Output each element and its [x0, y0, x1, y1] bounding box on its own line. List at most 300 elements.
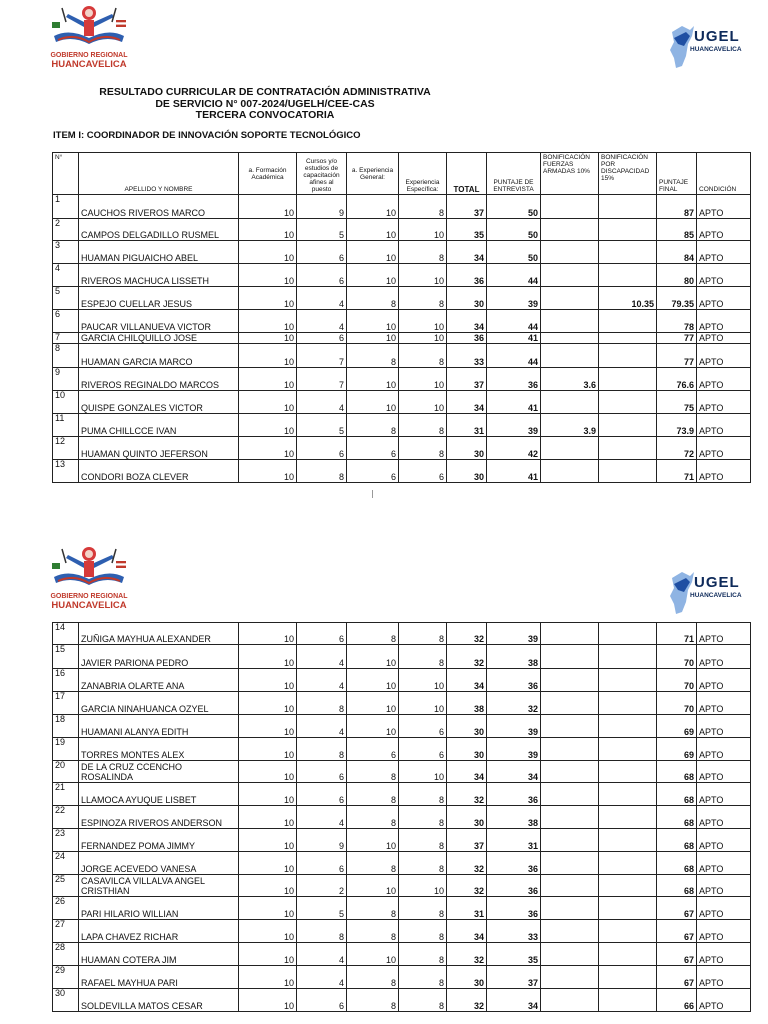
bonif-ffaa [541, 738, 599, 761]
condicion: APTO [697, 966, 751, 989]
score-exp-general: 10 [347, 391, 399, 414]
bonif-discapacidad [599, 761, 657, 783]
candidate-number: 3 [53, 241, 79, 264]
puntaje-final: 68 [657, 875, 697, 897]
condicion: APTO [697, 738, 751, 761]
candidate-name: RIVEROS REGINALDO MARCOS [79, 368, 239, 391]
bonif-discapacidad [599, 645, 657, 669]
score-entrevista: 39 [487, 738, 541, 761]
score-formacion: 10 [239, 669, 297, 692]
score-exp-general: 10 [347, 875, 399, 897]
bonif-ffaa [541, 897, 599, 920]
condicion: APTO [697, 195, 751, 219]
score-exp-general: 8 [347, 287, 399, 310]
score-exp-especifica: 8 [399, 966, 447, 989]
condicion: APTO [697, 989, 751, 1012]
table-row [53, 460, 751, 483]
puntaje-final: 80 [657, 264, 697, 287]
score-exp-general: 10 [347, 645, 399, 669]
puntaje-final: 71 [657, 623, 697, 645]
score-cursos: 6 [297, 333, 347, 344]
score-formacion: 10 [239, 829, 297, 852]
score-cursos: 8 [297, 460, 347, 483]
score-total: 37 [447, 195, 487, 219]
document-title [60, 87, 470, 122]
table-row [53, 920, 751, 943]
score-cursos: 4 [297, 806, 347, 829]
candidate-name: GARCIA NINAHUANCA OZYEL [79, 692, 239, 715]
bonif-ffaa [541, 623, 599, 645]
score-entrevista: 41 [487, 460, 541, 483]
puntaje-final: 69 [657, 738, 697, 761]
gov-name-line2: HUANCAVELICA [51, 600, 127, 611]
score-cursos: 6 [297, 264, 347, 287]
score-exp-especifica: 10 [399, 692, 447, 715]
candidate-number: 11 [53, 414, 79, 437]
candidate-number: 20 [53, 761, 79, 783]
score-entrevista: 36 [487, 669, 541, 692]
puntaje-final: 67 [657, 966, 697, 989]
score-exp-general: 8 [347, 920, 399, 943]
score-entrevista: 39 [487, 414, 541, 437]
puntaje-final: 68 [657, 761, 697, 783]
score-total: 34 [447, 920, 487, 943]
candidate-number: 5 [53, 287, 79, 310]
header-entrevista: PUNTAJE DE ENTREVISTA [487, 153, 541, 195]
table-row [53, 391, 751, 414]
score-total: 32 [447, 623, 487, 645]
results-table-page-2 [52, 622, 751, 1012]
score-formacion: 10 [239, 761, 297, 783]
candidate-name: ESPINOZA RIVEROS ANDERSON [79, 806, 239, 829]
score-formacion: 10 [239, 897, 297, 920]
candidate-name: PUMA CHILLCCE IVAN [79, 414, 239, 437]
bonif-ffaa [541, 852, 599, 875]
candidate-name: ESPEJO CUELLAR JESUS [79, 287, 239, 310]
score-entrevista: 36 [487, 368, 541, 391]
table-row [53, 414, 751, 437]
bonif-discapacidad [599, 460, 657, 483]
candidate-number: 15 [53, 645, 79, 669]
table-row [53, 875, 751, 897]
table-row [53, 623, 751, 645]
table-row [53, 645, 751, 669]
score-exp-general: 10 [347, 692, 399, 715]
bonif-ffaa [541, 829, 599, 852]
score-formacion: 10 [239, 966, 297, 989]
score-cursos: 6 [297, 989, 347, 1012]
score-total: 30 [447, 966, 487, 989]
bonif-ffaa [541, 669, 599, 692]
puntaje-final: 70 [657, 645, 697, 669]
bonif-discapacidad [599, 897, 657, 920]
score-total: 32 [447, 989, 487, 1012]
table-row [53, 287, 751, 310]
candidate-number: 8 [53, 344, 79, 368]
score-total: 35 [447, 219, 487, 241]
table-row [53, 806, 751, 829]
score-formacion: 10 [239, 645, 297, 669]
table-row [53, 829, 751, 852]
bonif-ffaa [541, 989, 599, 1012]
bonif-ffaa [541, 241, 599, 264]
score-exp-general: 8 [347, 897, 399, 920]
score-formacion: 10 [239, 391, 297, 414]
bonif-discapacidad [599, 368, 657, 391]
bonif-discapacidad [599, 875, 657, 897]
bonif-discapacidad [599, 829, 657, 852]
candidate-number: 12 [53, 437, 79, 460]
score-total: 32 [447, 783, 487, 806]
bonif-ffaa: 3.9 [541, 414, 599, 437]
candidate-name: CAMPOS DELGADILLO RUSMEL [79, 219, 239, 241]
score-exp-general: 8 [347, 344, 399, 368]
table-row [53, 344, 751, 368]
score-entrevista: 41 [487, 391, 541, 414]
bonif-ffaa [541, 460, 599, 483]
condicion: APTO [697, 829, 751, 852]
score-formacion: 10 [239, 920, 297, 943]
puntaje-final: 75 [657, 391, 697, 414]
score-cursos: 4 [297, 645, 347, 669]
bonif-discapacidad [599, 344, 657, 368]
header-cursos: Cursos y/o estudios de capacitación afines al puesto [297, 153, 347, 195]
candidate-number: 16 [53, 669, 79, 692]
candidate-number: 19 [53, 738, 79, 761]
candidate-number: 22 [53, 806, 79, 829]
score-entrevista: 39 [487, 715, 541, 738]
header-bonif-ffaa: BONIFICACIÓN FUERZAS ARMADAS 10% [541, 153, 599, 195]
score-exp-general: 8 [347, 966, 399, 989]
candidate-number: 29 [53, 966, 79, 989]
score-exp-especifica: 8 [399, 806, 447, 829]
condicion: APTO [697, 875, 751, 897]
score-exp-general: 8 [347, 806, 399, 829]
score-exp-general: 6 [347, 460, 399, 483]
table-row [53, 966, 751, 989]
score-cursos: 2 [297, 875, 347, 897]
score-cursos: 4 [297, 715, 347, 738]
score-exp-general: 10 [347, 829, 399, 852]
condicion: APTO [697, 943, 751, 966]
score-total: 30 [447, 715, 487, 738]
condicion: APTO [697, 852, 751, 875]
results-table-page-1 [52, 152, 751, 483]
score-total: 34 [447, 391, 487, 414]
score-exp-especifica: 10 [399, 264, 447, 287]
table-row [53, 195, 751, 219]
table-row [53, 852, 751, 875]
candidate-name: CAUCHOS RIVEROS MARCO [79, 195, 239, 219]
score-entrevista: 39 [487, 623, 541, 645]
puntaje-final: 67 [657, 897, 697, 920]
puntaje-final: 69 [657, 715, 697, 738]
table-row [53, 783, 751, 806]
table-row [53, 219, 751, 241]
puntaje-final: 79.35 [657, 287, 697, 310]
puntaje-final: 67 [657, 943, 697, 966]
candidate-name: SOLDEVILLA MATOS CESAR [79, 989, 239, 1012]
header-exp-especifica: Experiencia Específica: [399, 153, 447, 195]
puntaje-final: 85 [657, 219, 697, 241]
candidate-name: RAFAEL MAYHUA PARI [79, 966, 239, 989]
score-exp-general: 8 [347, 989, 399, 1012]
puntaje-final: 68 [657, 806, 697, 829]
bonif-discapacidad [599, 391, 657, 414]
bonif-discapacidad [599, 806, 657, 829]
score-exp-especifica: 8 [399, 852, 447, 875]
score-cursos: 4 [297, 391, 347, 414]
condicion: APTO [697, 623, 751, 645]
header-exp-general: a. Experiencia General: [347, 153, 399, 195]
score-cursos: 6 [297, 852, 347, 875]
candidate-number: 23 [53, 829, 79, 852]
score-formacion: 10 [239, 738, 297, 761]
bonif-discapacidad [599, 920, 657, 943]
score-exp-general: 10 [347, 368, 399, 391]
score-entrevista: 38 [487, 806, 541, 829]
ugel-name: UGEL [694, 574, 740, 591]
score-cursos: 6 [297, 623, 347, 645]
score-exp-general: 6 [347, 738, 399, 761]
candidate-name: PAUCAR VILLANUEVA VICTOR [79, 310, 239, 333]
candidate-name: QUISPE GONZALES VICTOR [79, 391, 239, 414]
score-exp-general: 8 [347, 852, 399, 875]
bonif-ffaa [541, 806, 599, 829]
score-exp-general: 10 [347, 241, 399, 264]
score-entrevista: 44 [487, 264, 541, 287]
score-exp-general: 10 [347, 264, 399, 287]
score-exp-general: 6 [347, 437, 399, 460]
header-name: APELLIDO Y NOMBRE [79, 153, 239, 195]
item-heading: ITEM I: COORDINADOR DE INNOVACIÓN SOPORTE TECNOLÓGICO [53, 130, 361, 141]
score-exp-especifica: 8 [399, 623, 447, 645]
gobierno-regional-logo [44, 2, 134, 72]
score-entrevista: 38 [487, 645, 541, 669]
puntaje-final: 77 [657, 333, 697, 344]
ugel-name: UGEL [694, 28, 740, 45]
score-formacion: 10 [239, 875, 297, 897]
score-total: 31 [447, 414, 487, 437]
bonif-discapacidad [599, 414, 657, 437]
score-total: 32 [447, 875, 487, 897]
candidate-number: 1 [53, 195, 79, 219]
score-formacion: 10 [239, 368, 297, 391]
candidate-name: HUAMAN QUINTO JEFERSON [79, 437, 239, 460]
ugel-subtitle: HUANCAVELICA [690, 46, 742, 53]
score-entrevista: 50 [487, 219, 541, 241]
score-cursos: 8 [297, 692, 347, 715]
table-row [53, 333, 751, 344]
score-total: 30 [447, 437, 487, 460]
bonif-ffaa [541, 437, 599, 460]
candidate-number: 25 [53, 875, 79, 897]
header-condicion: CONDICIÓN [697, 153, 751, 195]
score-entrevista: 33 [487, 920, 541, 943]
score-formacion: 10 [239, 783, 297, 806]
header-bonif-disc: BONIFICACIÓN POR DISCAPACIDAD 15% [599, 153, 657, 195]
score-entrevista: 44 [487, 310, 541, 333]
score-total: 30 [447, 287, 487, 310]
score-exp-especifica: 8 [399, 195, 447, 219]
score-formacion: 10 [239, 623, 297, 645]
gobierno-regional-logo-page-2 [44, 543, 134, 613]
condicion: APTO [697, 310, 751, 333]
bonif-discapacidad [599, 989, 657, 1012]
score-cursos: 6 [297, 241, 347, 264]
candidate-name: GARCIA CHILQUILLO JOSE [79, 333, 239, 344]
bonif-ffaa [541, 391, 599, 414]
score-exp-general: 8 [347, 761, 399, 783]
page-divider-mark [372, 490, 373, 498]
score-exp-general: 10 [347, 715, 399, 738]
puntaje-final: 68 [657, 783, 697, 806]
candidate-name: LLAMOCA AYUQUE LISBET [79, 783, 239, 806]
score-exp-especifica: 8 [399, 241, 447, 264]
score-cursos: 6 [297, 761, 347, 783]
score-total: 37 [447, 368, 487, 391]
candidate-name: CONDORI BOZA CLEVER [79, 460, 239, 483]
puntaje-final: 76.6 [657, 368, 697, 391]
score-total: 32 [447, 645, 487, 669]
score-exp-especifica: 8 [399, 943, 447, 966]
condicion: APTO [697, 645, 751, 669]
header-formacion: a. Formación Académica [239, 153, 297, 195]
puntaje-final: 84 [657, 241, 697, 264]
gov-name-line1: GOBIERNO REGIONAL [50, 52, 128, 59]
score-entrevista: 36 [487, 783, 541, 806]
score-formacion: 10 [239, 460, 297, 483]
candidate-name: ZANABRIA OLARTE ANA [79, 669, 239, 692]
table-row [53, 943, 751, 966]
score-entrevista: 42 [487, 437, 541, 460]
bonif-discapacidad [599, 310, 657, 333]
candidate-number: 2 [53, 219, 79, 241]
table-row [53, 692, 751, 715]
score-formacion: 10 [239, 264, 297, 287]
score-cursos: 4 [297, 310, 347, 333]
candidate-number: 18 [53, 715, 79, 738]
score-cursos: 5 [297, 897, 347, 920]
table-header-row [53, 153, 751, 195]
table-row [53, 310, 751, 333]
puntaje-final: 73.9 [657, 414, 697, 437]
candidate-number: 26 [53, 897, 79, 920]
score-cursos: 6 [297, 437, 347, 460]
puntaje-final: 66 [657, 989, 697, 1012]
candidate-number: 21 [53, 783, 79, 806]
score-entrevista: 36 [487, 897, 541, 920]
score-total: 30 [447, 806, 487, 829]
candidate-name: JAVIER PARIONA PEDRO [79, 645, 239, 669]
candidate-name: TORRES MONTES ALEX [79, 738, 239, 761]
bonif-discapacidad [599, 333, 657, 344]
score-total: 34 [447, 669, 487, 692]
score-cursos: 9 [297, 829, 347, 852]
condicion: APTO [697, 241, 751, 264]
condicion: APTO [697, 692, 751, 715]
score-entrevista: 35 [487, 943, 541, 966]
candidate-number: 4 [53, 264, 79, 287]
puntaje-final: 71 [657, 460, 697, 483]
score-exp-especifica: 8 [399, 287, 447, 310]
bonif-ffaa [541, 920, 599, 943]
condicion: APTO [697, 287, 751, 310]
score-formacion: 10 [239, 195, 297, 219]
score-cursos: 4 [297, 287, 347, 310]
score-formacion: 10 [239, 219, 297, 241]
candidate-number: 27 [53, 920, 79, 943]
candidate-number: 17 [53, 692, 79, 715]
candidate-number: 30 [53, 989, 79, 1012]
bonif-discapacidad [599, 852, 657, 875]
score-total: 33 [447, 344, 487, 368]
score-exp-general: 8 [347, 623, 399, 645]
bonif-discapacidad [599, 264, 657, 287]
puntaje-final: 77 [657, 344, 697, 368]
score-exp-especifica: 8 [399, 437, 447, 460]
gov-name-line1: GOBIERNO REGIONAL [50, 593, 128, 600]
score-cursos: 9 [297, 195, 347, 219]
table-row [53, 738, 751, 761]
table-row [53, 761, 751, 783]
bonif-ffaa [541, 195, 599, 219]
title-line-3: TERCERA CONVOCATORIA [195, 109, 335, 121]
bonif-ffaa [541, 966, 599, 989]
score-formacion: 10 [239, 344, 297, 368]
score-entrevista: 34 [487, 761, 541, 783]
table-row [53, 264, 751, 287]
bonif-discapacidad: 10.35 [599, 287, 657, 310]
score-entrevista: 44 [487, 344, 541, 368]
header-num: N° [53, 153, 79, 195]
score-total: 30 [447, 460, 487, 483]
score-entrevista: 34 [487, 989, 541, 1012]
score-entrevista: 39 [487, 287, 541, 310]
candidate-name: ZUÑIGA MAYHUA ALEXANDER [79, 623, 239, 645]
score-entrevista: 41 [487, 333, 541, 344]
ugel-logo-page-2 [664, 568, 744, 616]
score-formacion: 10 [239, 852, 297, 875]
candidate-name: HUAMAN GARCIA MARCO [79, 344, 239, 368]
score-cursos: 7 [297, 344, 347, 368]
score-exp-general: 8 [347, 414, 399, 437]
bonif-ffaa: 3.6 [541, 368, 599, 391]
bonif-ffaa [541, 715, 599, 738]
candidate-name: FERNANDEZ POMA JIMMY [79, 829, 239, 852]
score-formacion: 10 [239, 241, 297, 264]
bonif-ffaa [541, 344, 599, 368]
condicion: APTO [697, 806, 751, 829]
bonif-ffaa [541, 219, 599, 241]
condicion: APTO [697, 437, 751, 460]
score-total: 34 [447, 761, 487, 783]
score-entrevista: 50 [487, 241, 541, 264]
table-row [53, 241, 751, 264]
bonif-discapacidad [599, 669, 657, 692]
score-entrevista: 32 [487, 692, 541, 715]
score-cursos: 5 [297, 414, 347, 437]
bonif-ffaa [541, 783, 599, 806]
score-formacion: 10 [239, 287, 297, 310]
gobierno-regional-emblem-icon [44, 2, 134, 52]
condicion: APTO [697, 264, 751, 287]
condicion: APTO [697, 368, 751, 391]
candidate-number: 14 [53, 623, 79, 645]
bonif-discapacidad [599, 943, 657, 966]
score-cursos: 4 [297, 669, 347, 692]
score-exp-especifica: 10 [399, 368, 447, 391]
